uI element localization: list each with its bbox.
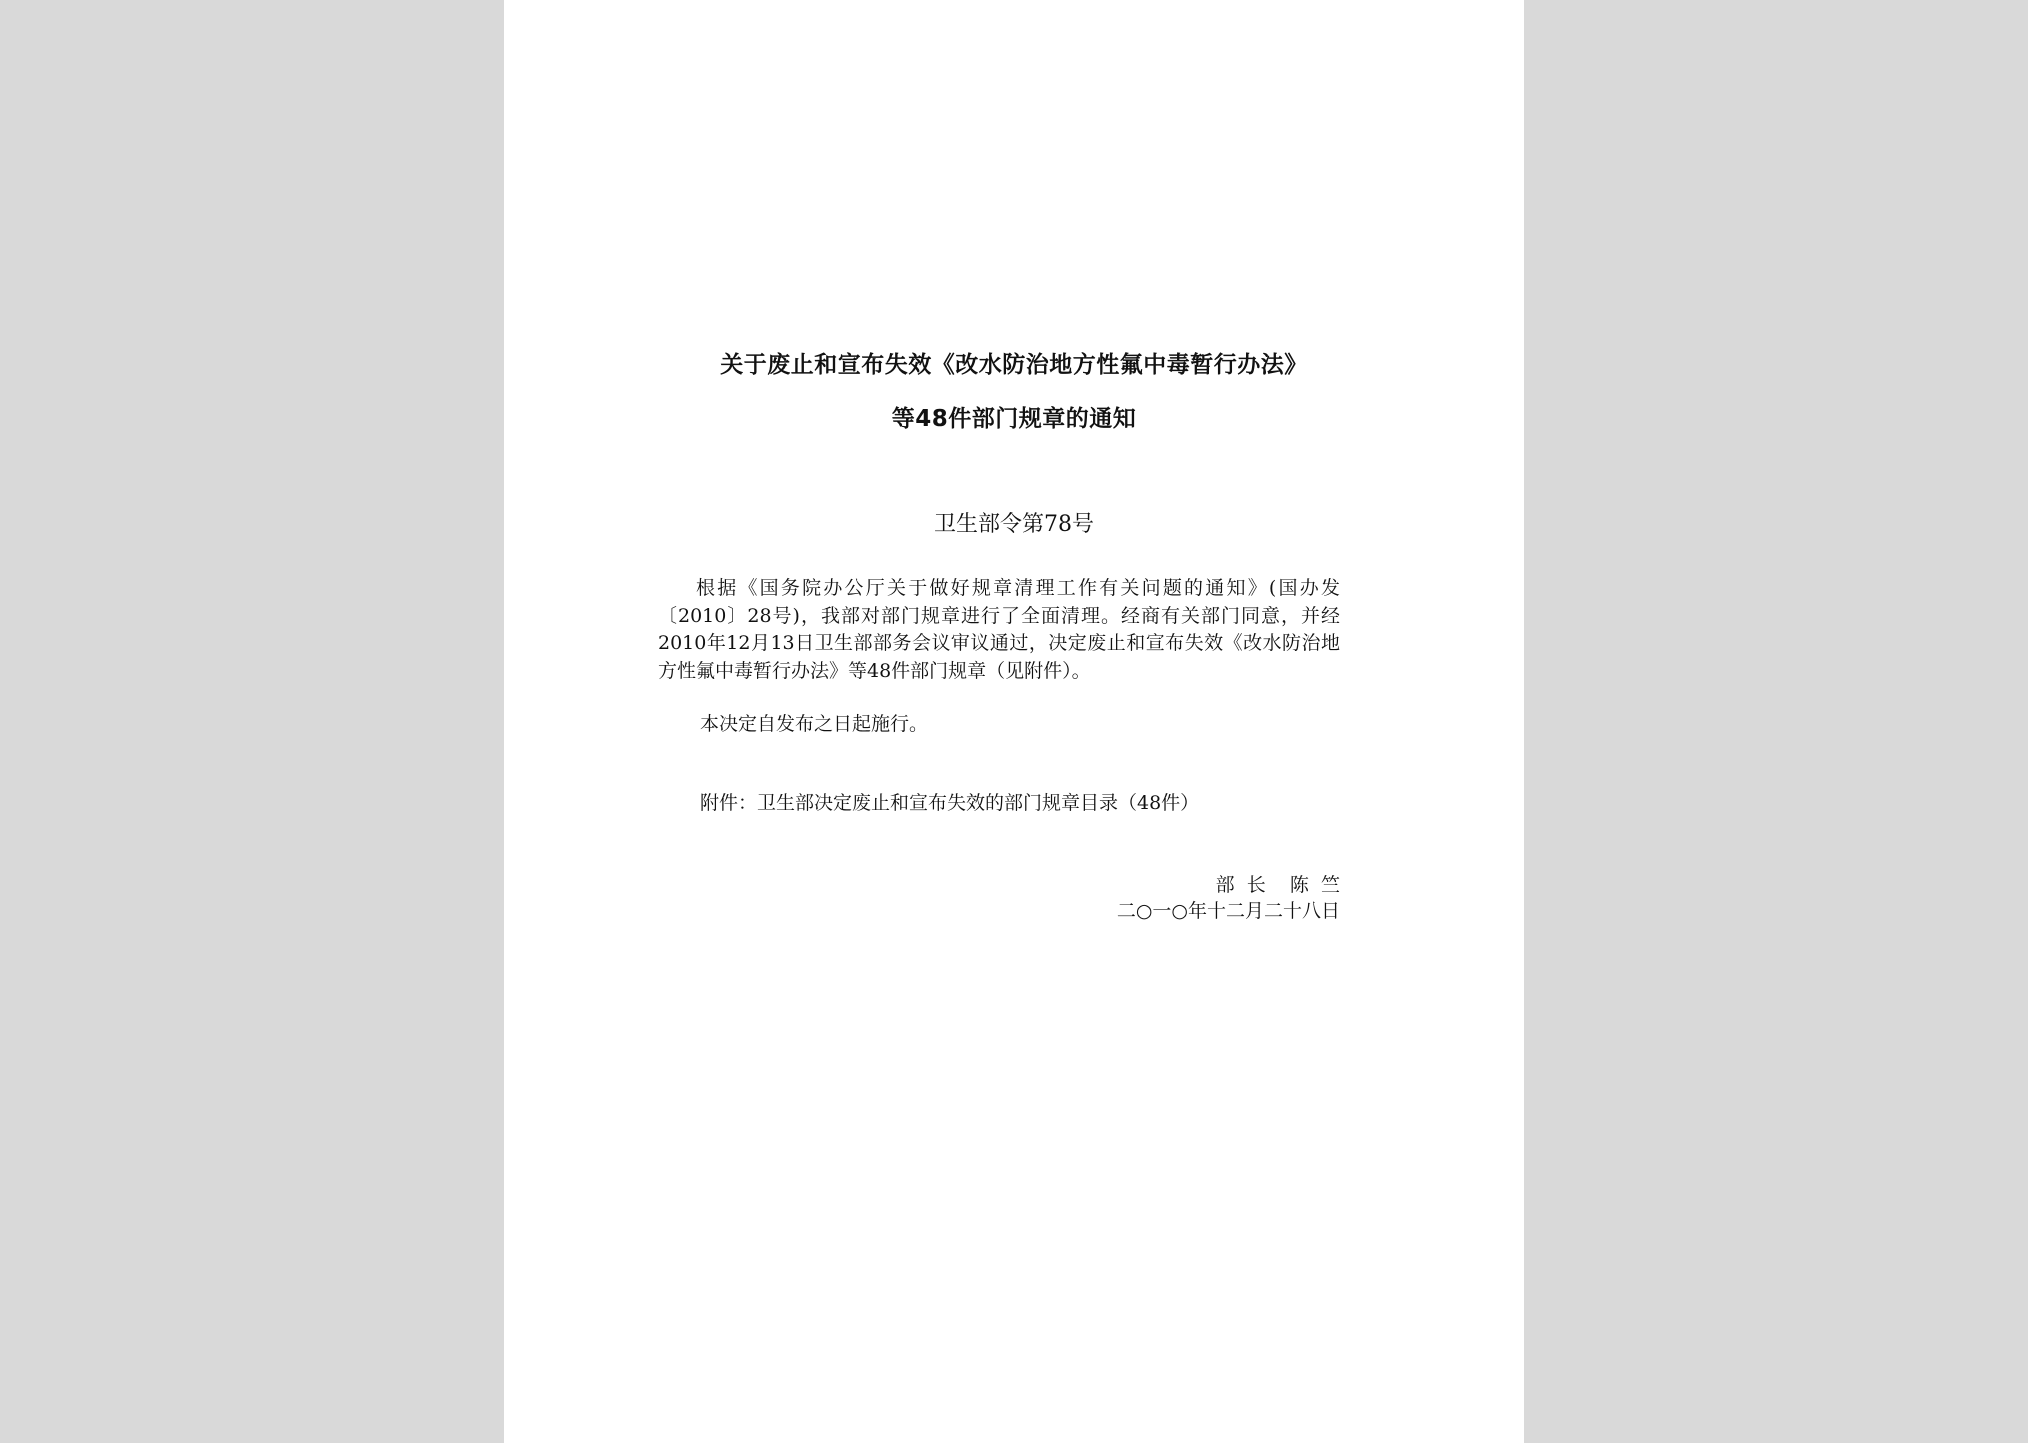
- body-paragraph: 根据《国务院办公厅关于做好规章清理工作有关问题的通知》(国办发〔2010〕28号)，我部对部门规章进行了全面清理。经商有关部门同意，并经2010年12月13日卫生部部务会议审议通过，决定废止和宣布失效《改水防治地方性氟中毒暂行办法》等48件部门规章（见附件）。: [658, 577, 1340, 682]
- title-line-2: 等48件部门规章的通知: [891, 406, 1137, 432]
- signer: 部 长 陈 竺: [1215, 874, 1340, 896]
- title-line-1: 关于废止和宣布失效《改水防治地方性氟中毒暂行办法》: [720, 352, 1308, 378]
- effective-statement: 本决定自发布之日起施行。: [700, 713, 929, 735]
- signing-date: 二○一○年十二月二十八日: [1116, 900, 1340, 922]
- order-number: 卫生部令第78号: [934, 512, 1094, 537]
- document-page: [504, 0, 1524, 1443]
- attachment-line: 附件：卫生部决定废止和宣布失效的部门规章目录（48件）: [700, 792, 1200, 814]
